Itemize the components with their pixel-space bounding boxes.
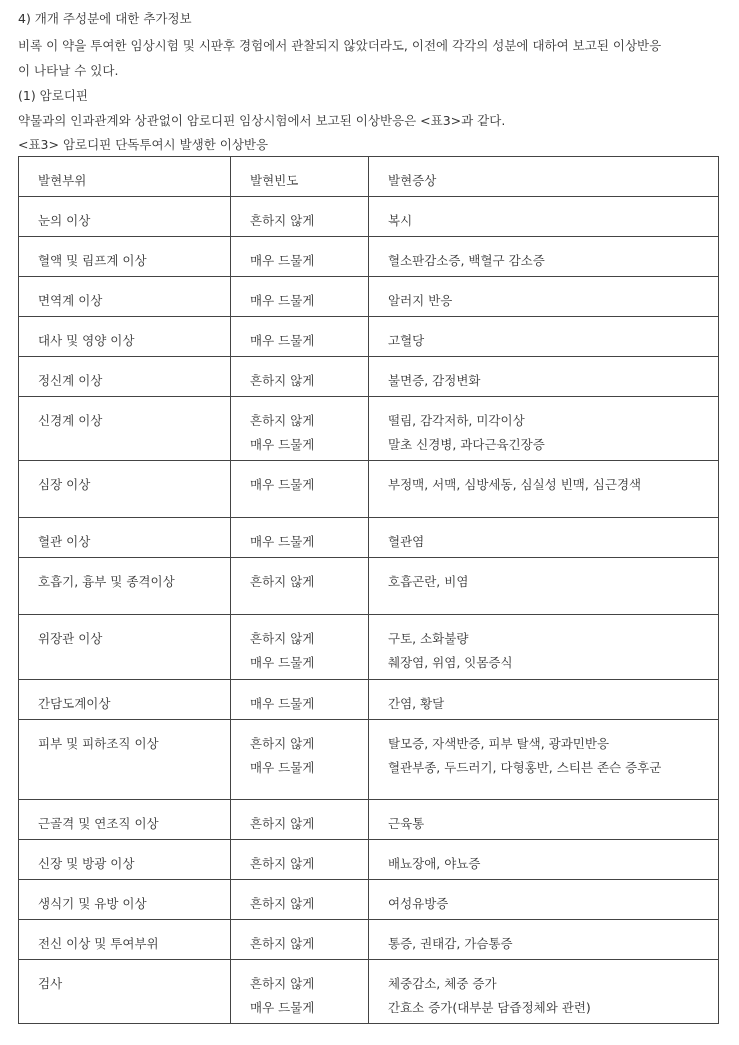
cell-frequency	[231, 237, 369, 277]
symptom-text: 알러지 반응	[388, 293, 453, 308]
cell-symptoms	[369, 317, 719, 357]
cell-symptoms	[369, 615, 719, 680]
table-row	[19, 840, 719, 880]
cell-site: 전신 이상 및 투여부위	[19, 920, 231, 960]
cell-frequency	[231, 800, 369, 840]
symptom-text: 여성유방증	[388, 896, 449, 911]
symptom-text: 간효소 증가(대부분 담즙정체와 관련)	[388, 1000, 591, 1015]
table-row	[19, 880, 719, 920]
cell-site: 생식기 및 유방 이상	[19, 880, 231, 920]
frequency-text: 흔하지 않게	[250, 213, 315, 228]
symptom-text: 간염, 황달	[388, 696, 445, 711]
intro-paragraph-line2: 이 나타날 수 있다.	[18, 63, 119, 78]
frequency-text: 매우 드물게	[250, 437, 315, 452]
table-row	[19, 920, 719, 960]
cell-symptoms	[369, 357, 719, 397]
symptom-text: 호흡곤란, 비염	[388, 574, 469, 589]
table-row	[19, 317, 719, 357]
cell-site: 정신계 이상	[19, 357, 231, 397]
table-row	[19, 558, 719, 615]
cell-site: 위장관 이상	[19, 615, 231, 680]
symptom-text: 통증, 권태감, 가슴통증	[388, 936, 513, 951]
frequency-text: 매우 드물게	[250, 1000, 315, 1015]
cell-frequency	[231, 840, 369, 880]
cell-frequency	[231, 720, 369, 800]
header-frequency: 발현빈도	[231, 157, 369, 197]
table-row	[19, 800, 719, 840]
table-row	[19, 461, 719, 518]
cell-site: 신장 및 방광 이상	[19, 840, 231, 880]
table-row	[19, 518, 719, 558]
table-row	[19, 357, 719, 397]
frequency-text: 흔하지 않게	[250, 936, 315, 951]
frequency-text: 매우 드물게	[250, 293, 315, 308]
cell-site: 피부 및 피하조직 이상	[19, 720, 231, 800]
symptom-text: 췌장염, 위염, 잇몸증식	[388, 655, 513, 670]
table-row	[19, 197, 719, 237]
cell-symptoms	[369, 680, 719, 720]
cell-frequency	[231, 680, 369, 720]
table-row	[19, 615, 719, 680]
symptom-text: 혈소판감소증, 백혈구 감소증	[388, 253, 545, 268]
frequency-text: 흔하지 않게	[250, 976, 315, 991]
symptom-text: 구토, 소화불량	[388, 631, 469, 646]
table-row	[19, 960, 719, 1024]
table-row	[19, 720, 719, 800]
cell-symptoms	[369, 197, 719, 237]
symptom-text: 복시	[388, 213, 413, 228]
cell-site: 호흡기, 흉부 및 종격이상	[19, 558, 231, 615]
symptom-text: 고혈당	[388, 333, 425, 348]
cell-frequency	[231, 518, 369, 558]
table-row	[19, 277, 719, 317]
cell-site: 대사 및 영양 이상	[19, 317, 231, 357]
cell-frequency	[231, 397, 369, 461]
cell-frequency	[231, 357, 369, 397]
sub-paragraph: 약물과의 인과관계와 상관없이 암로디핀 임상시험에서 보고된 이상반응은 <표3>과 같다.	[18, 113, 506, 128]
intro-paragraph-line1: 비록 이 약을 투여한 임상시험 및 시판후 경험에서 관찰되지 않았더라도, 이전에 각각의 성분에 대하여 보고된 이상반응	[18, 38, 662, 53]
symptom-text: 혈관염	[388, 534, 425, 549]
cell-symptoms	[369, 880, 719, 920]
cell-site: 면역계 이상	[19, 277, 231, 317]
cell-site: 간담도계이상	[19, 680, 231, 720]
symptom-text: 배뇨장애, 야뇨증	[388, 856, 481, 871]
cell-frequency	[231, 317, 369, 357]
cell-site: 혈관 이상	[19, 518, 231, 558]
cell-symptoms	[369, 518, 719, 558]
cell-symptoms	[369, 277, 719, 317]
cell-site: 신경계 이상	[19, 397, 231, 461]
table-row	[19, 680, 719, 720]
sub-heading: (1) 암로디핀	[18, 88, 88, 103]
symptom-text: 근육통	[388, 816, 425, 831]
table-row	[19, 237, 719, 277]
cell-frequency	[231, 920, 369, 960]
frequency-text: 흔하지 않게	[250, 574, 315, 589]
cell-frequency	[231, 461, 369, 518]
frequency-text: 매우 드물게	[250, 760, 315, 775]
frequency-text: 매우 드물게	[250, 534, 315, 549]
cell-frequency	[231, 615, 369, 680]
cell-symptoms	[369, 461, 719, 518]
table-caption: <표3> 암로디핀 단독투여시 발생한 이상반응	[18, 137, 269, 152]
frequency-text: 흔하지 않게	[250, 413, 315, 428]
table-row	[19, 397, 719, 461]
adverse-reaction-table	[18, 156, 719, 1024]
cell-frequency	[231, 558, 369, 615]
cell-symptoms	[369, 960, 719, 1024]
header-site: 발현부위	[19, 157, 231, 197]
frequency-text: 매우 드물게	[250, 333, 315, 348]
cell-frequency	[231, 197, 369, 237]
frequency-text: 매우 드물게	[250, 477, 315, 492]
cell-symptoms	[369, 397, 719, 461]
frequency-text: 매우 드물게	[250, 655, 315, 670]
frequency-text: 흔하지 않게	[250, 373, 315, 388]
symptom-text: 체중감소, 체중 증가	[388, 976, 497, 991]
frequency-text: 흔하지 않게	[250, 856, 315, 871]
frequency-text: 매우 드물게	[250, 253, 315, 268]
cell-site: 혈액 및 림프계 이상	[19, 237, 231, 277]
cell-symptoms	[369, 237, 719, 277]
frequency-text: 흔하지 않게	[250, 816, 315, 831]
frequency-text: 흔하지 않게	[250, 631, 315, 646]
cell-frequency	[231, 880, 369, 920]
symptom-text: 떨림, 감각저하, 미각이상	[388, 413, 525, 428]
cell-symptoms	[369, 558, 719, 615]
symptom-text: 탈모증, 자색반증, 피부 탈색, 광과민반응	[388, 736, 610, 751]
frequency-text: 매우 드물게	[250, 696, 315, 711]
cell-site: 검사	[19, 960, 231, 1024]
cell-site: 근골격 및 연조직 이상	[19, 800, 231, 840]
symptom-text: 부정맥, 서맥, 심방세동, 심실성 빈맥, 심근경색	[388, 477, 642, 492]
frequency-text: 흔하지 않게	[250, 736, 315, 751]
cell-frequency	[231, 277, 369, 317]
table-header-row	[19, 157, 719, 197]
symptom-text: 혈관부종, 두드러기, 다형홍반, 스티븐 존슨 증후군	[388, 760, 662, 775]
cell-symptoms	[369, 800, 719, 840]
cell-symptoms	[369, 920, 719, 960]
cell-site: 눈의 이상	[19, 197, 231, 237]
cell-frequency	[231, 960, 369, 1024]
symptom-text: 말초 신경병, 과다근육긴장증	[388, 437, 545, 452]
frequency-text: 흔하지 않게	[250, 896, 315, 911]
cell-symptoms	[369, 720, 719, 800]
cell-symptoms	[369, 840, 719, 880]
symptom-text: 불면증, 감정변화	[388, 373, 481, 388]
table-body	[19, 197, 719, 1024]
header-symptoms: 발현증상	[369, 157, 719, 197]
cell-site: 심장 이상	[19, 461, 231, 518]
section-heading: 4) 개개 주성분에 대한 추가정보	[18, 11, 192, 26]
